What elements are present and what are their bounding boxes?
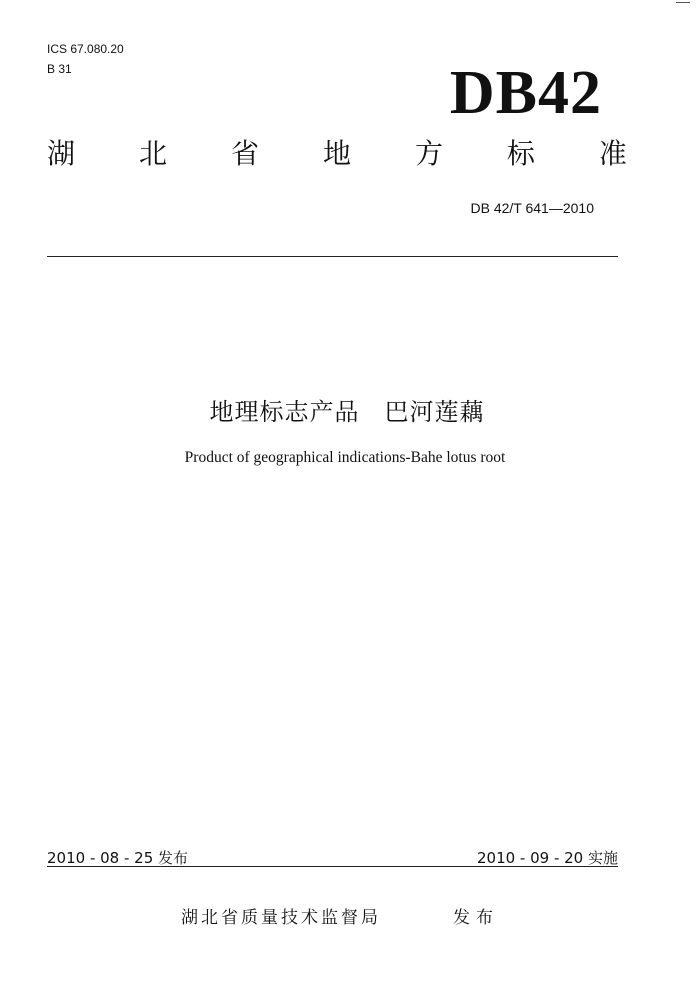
scan-corner-mark bbox=[676, 2, 690, 3]
issuing-authority: 湖北省质量技术监督局 bbox=[181, 908, 381, 928]
footer-divider bbox=[47, 866, 618, 867]
standard-type-char: 准 bbox=[598, 137, 627, 170]
implement-date: 2010 - 09 - 20 实施 bbox=[476, 849, 618, 867]
standard-type-char: 省 bbox=[230, 137, 259, 170]
issue-label: 发布 bbox=[453, 908, 499, 928]
standard-type-char: 标 bbox=[506, 137, 535, 170]
document-title-en: Product of geographical indications-Bahe lotus root bbox=[184, 449, 506, 466]
standard-type-char: 地 bbox=[322, 137, 351, 170]
standard-mark: DB42 bbox=[449, 59, 602, 127]
ics-code: ICS 67.080.20 bbox=[47, 42, 124, 56]
standard-number: DB 42/T 641—2010 bbox=[470, 200, 594, 216]
header-divider bbox=[47, 256, 618, 257]
ccs-code: B 31 bbox=[47, 62, 72, 76]
standard-type-char: 湖 bbox=[47, 137, 76, 170]
standard-type bbox=[47, 137, 627, 170]
publish-date: 2010 - 08 - 25 发布 bbox=[47, 849, 189, 867]
document-title-cn: 地理标志产品 巴河莲藕 bbox=[209, 398, 485, 426]
standard-type-char: 北 bbox=[138, 137, 167, 170]
standard-type-char: 方 bbox=[414, 137, 443, 170]
